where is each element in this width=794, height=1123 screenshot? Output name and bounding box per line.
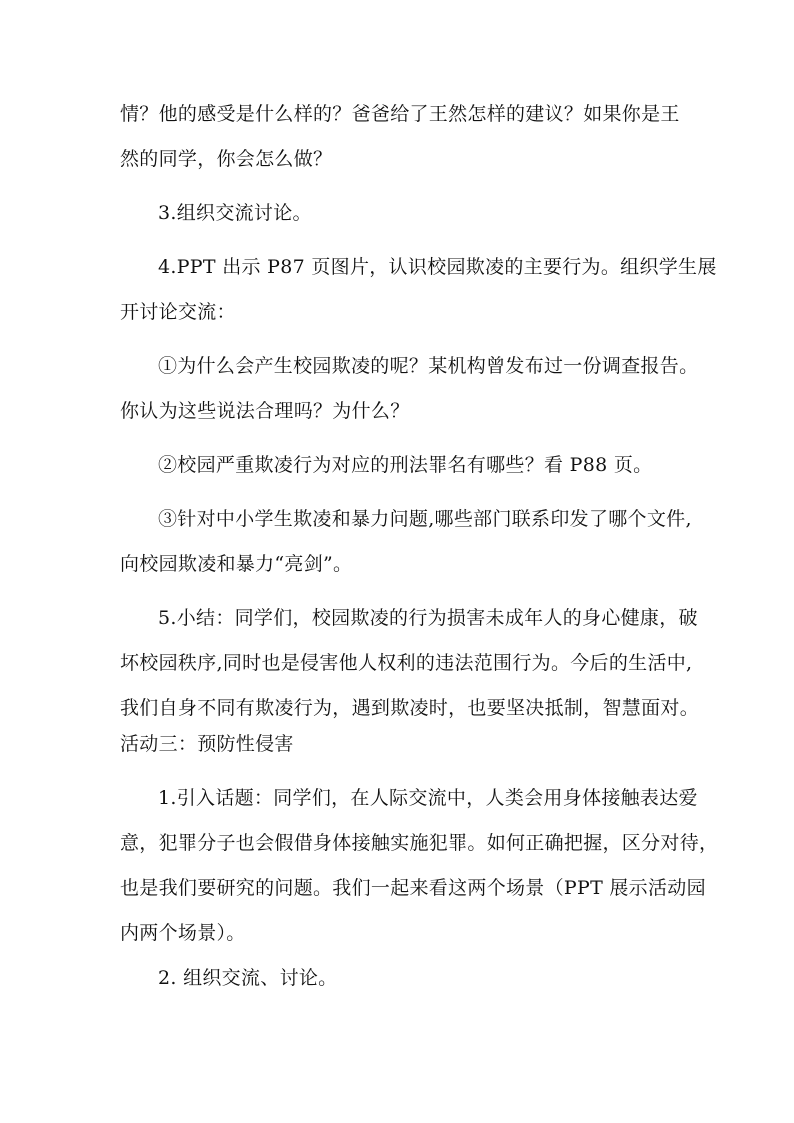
text-line: 2. 组织交流、讨论。 <box>158 967 338 989</box>
text-line: 内两个场景）。 <box>120 922 246 944</box>
text-line: 向校园欺凌和暴力“亮剑”。 <box>120 553 353 575</box>
text-line: 然的同学，你会怎么做？ <box>120 148 333 170</box>
text-line: 1.引入话题：同学们，在人际交流中，人类会用身体接触表达爱 <box>158 787 698 809</box>
text-line: 也是我们要研究的问题。我们一起来看这两个场景（PPT 展示活动园 <box>120 877 706 899</box>
text-line: ③针对中小学生欺凌和暴力问题,哪些部门联系印发了哪个文件, <box>158 508 692 530</box>
text-line: 5.小结：同学们，校园欺凌的行为损害未成年人的身心健康，破 <box>158 607 698 629</box>
text-line: ①为什么会产生校园欺凌的呢？某机构曾发布过一份调查报告。 <box>158 355 699 377</box>
text-line: 你认为这些说法合理吗？为什么？ <box>120 400 410 422</box>
text-line: ②校园严重欺凌行为对应的刑法罪名有哪些？看 P88 页。 <box>158 454 653 476</box>
text-line: 意，犯罪分子也会假借身体接触实施犯罪。如何正确把握，区分对待， <box>120 832 719 854</box>
section-heading: 活动三：预防性侵害 <box>120 733 294 755</box>
text-line: 我们自身不同有欺凌行为，遇到欺凌时，也要坚决抵制，智慧面对。 <box>120 697 700 719</box>
text-line: 开讨论交流： <box>120 301 236 323</box>
text-line: 坏校园秩序,同时也是侵害他人权利的违法范围行为。今后的生活中, <box>120 652 693 674</box>
text-line: 4.PPT 出示 P87 页图片，认识校园欺凌的主要行为。组织学生展 <box>158 256 717 278</box>
text-line: 情？他的感受是什么样的？爸爸给了王然怎样的建议？如果你是王 <box>120 103 680 125</box>
text-line: 3.组织交流讨论。 <box>158 202 312 224</box>
